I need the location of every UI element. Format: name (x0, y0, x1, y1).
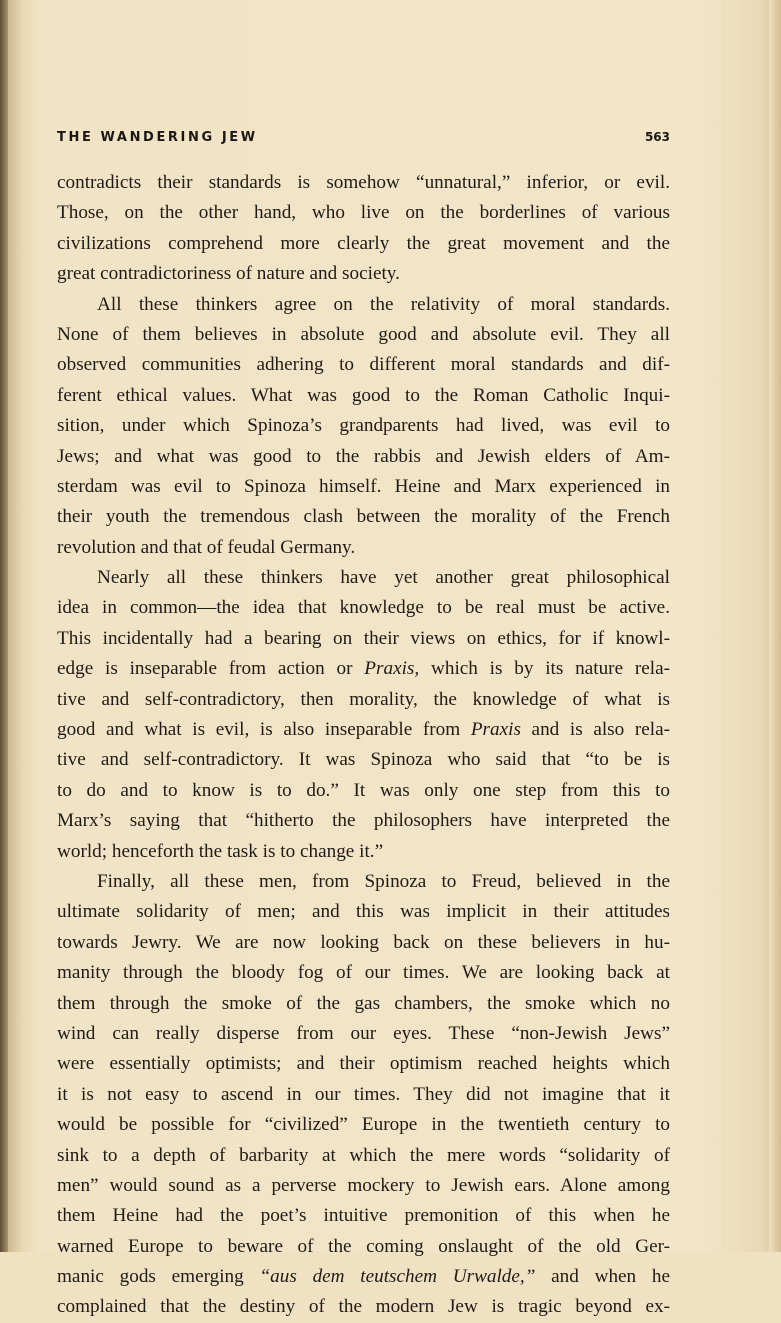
text-line: to do and to know is to do.” It was only one step from this to (57, 779, 670, 801)
text-line: Finally, all these men, from Spinoza to Freud, believed in the (97, 870, 670, 892)
text-line-mixed (57, 1262, 670, 1292)
page-header (57, 130, 670, 150)
text-line: Nearly all these thinkers have yet another great philosophical (97, 567, 670, 589)
text-line: them Heine had the poet’s intuitive premonition of this when he (57, 1205, 670, 1227)
text-line: world; henceforth the task is to change it.” (57, 840, 384, 862)
text-line: their youth the tremendous clash between the morality of the French (57, 506, 670, 528)
text-segment: manic gods emerging (57, 1266, 244, 1288)
text-segment: and when he (535, 1266, 671, 1288)
text-line: great contradictoriness of nature and society. (57, 263, 400, 285)
text-line: Jews; and what was good to the rabbis and Jewish elders of Am- (57, 445, 670, 467)
italic-term: Praxis, (364, 658, 420, 680)
text-line: men” would sound as a perverse mockery to Jewish ears. Alone among (57, 1174, 670, 1196)
text-line: would be possible for “civilized” Europe in the twentieth century to (57, 1114, 670, 1136)
text-line: warned Europe to beware of the coming onslaught of the old Ger- (57, 1235, 670, 1257)
text-line: Marx’s saying that “hitherto the philosophers have interpreted the (57, 810, 670, 832)
italic-quote: “aus dem teutschem Urwalde,” (259, 1266, 536, 1288)
paragraph-1 (57, 168, 670, 290)
italic-term: Praxis (470, 719, 521, 741)
text-line: None of them believes in absolute good and absolute evil. They all (57, 323, 670, 345)
text-line: it is not easy to ascend in our times. They did not imagine that it (57, 1083, 670, 1105)
text-line: sterdam was evil to Spinoza himself. Heine and Marx experienced in (57, 475, 670, 497)
paragraph-2 (57, 290, 670, 564)
text-line: civilizations comprehend more clearly the great movement and the (57, 232, 670, 254)
book-spine-shadow (0, 0, 8, 1252)
text-segment: which is by its nature rela- (419, 658, 671, 680)
text-line: were essentially optimists; and their optimism reached heights which (57, 1053, 670, 1075)
text-line: Those, on the other hand, who live on the borderlines of various (57, 202, 670, 224)
text-line: This incidentally had a bearing on their views on ethics, for if knowl- (57, 627, 670, 649)
text-line: observed communities adhering to different moral standards and dif- (57, 354, 670, 376)
text-line: All these thinkers agree on the relativity of moral standards. (97, 293, 670, 315)
text-line: revolution and that of feudal Germany. (57, 536, 356, 558)
text-line: idea in common—the idea that knowledge to be real must be active. (57, 597, 670, 619)
running-head: THE WANDERING JEW (57, 130, 258, 145)
text-segment: good and what is evil, is also inseparable from (57, 719, 461, 741)
text-line: ultimate solidarity of men; and this was implicit in their attitudes (57, 901, 670, 923)
text-line: ferent ethical values. What was good to the Roman Catholic Inqui- (57, 384, 670, 406)
text-line: complained that the destiny of the modern Jew is tragic beyond ex- (57, 1296, 670, 1318)
text-line: towards Jewry. We are now looking back on these believers in hu- (57, 931, 670, 953)
paragraph-4 (57, 867, 670, 1323)
page-edge (769, 0, 781, 1252)
text-segment: edge is inseparable from action or (57, 658, 353, 680)
text-line: them through the smoke of the gas chambers, the smoke which no (57, 992, 670, 1014)
text-line: wind can really disperse from our eyes. These “non-Jewish Jews” (57, 1022, 670, 1044)
text-line-mixed (57, 654, 670, 684)
text-line: contradicts their standards is somehow “unnatural,” inferior, or evil. (57, 172, 670, 193)
text-line: tive and self-contradictory, then morality, the knowledge of what is (57, 688, 670, 710)
text-line: sink to a depth of barbarity at which the mere words “solidarity of (57, 1144, 670, 1166)
paragraph-3 (57, 563, 670, 867)
text-line: manity through the bloody fog of our times. We are looking back at (57, 962, 670, 984)
text-line: sition, under which Spinoza’s grandparents had lived, was evil to (57, 415, 670, 437)
text-segment: and is also rela- (520, 719, 670, 741)
text-line-mixed (57, 715, 670, 745)
text-line: tive and self-contradictory. It was Spinoza who said that “to be is (57, 749, 670, 771)
page-number: 563 (644, 130, 670, 144)
page-body (57, 168, 670, 1323)
